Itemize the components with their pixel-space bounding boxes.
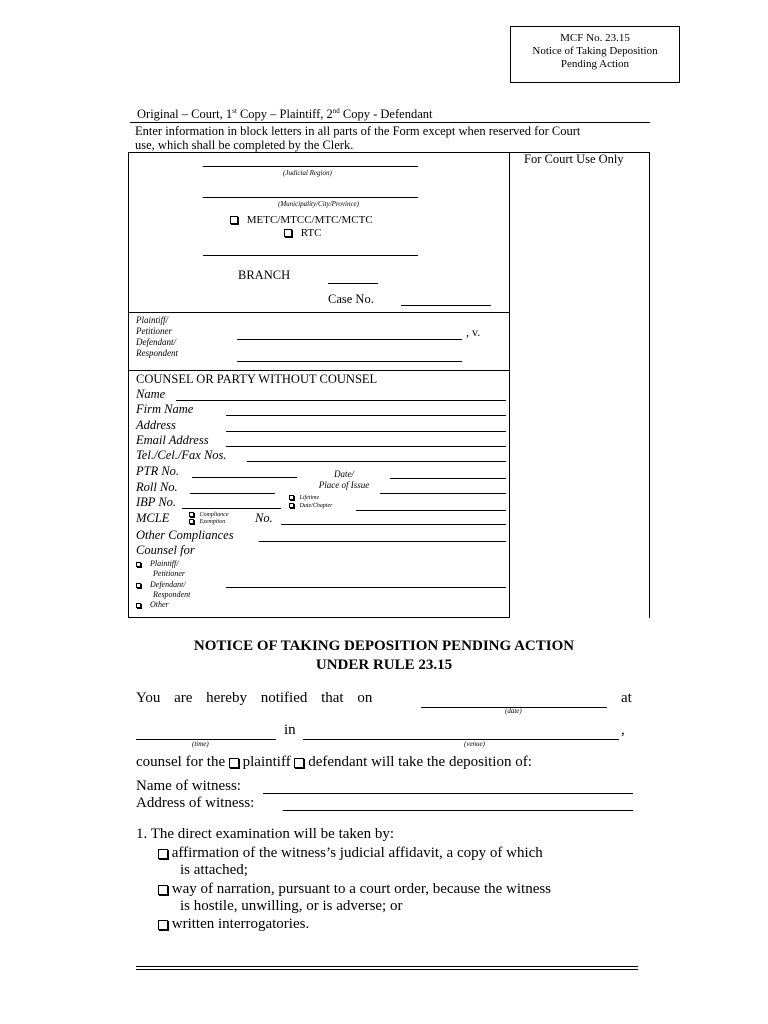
comma-text: ,	[621, 722, 625, 738]
at-text: at	[621, 690, 632, 706]
firm-name-field[interactable]	[226, 415, 506, 416]
witness-address-field[interactable]	[283, 810, 633, 811]
mcle-no-field[interactable]	[281, 524, 506, 525]
notified-text: You are hereby notified that on	[136, 690, 373, 706]
frame-divider-1	[128, 312, 509, 313]
in-text: in	[284, 722, 296, 738]
court-use-label: For Court Use Only	[524, 152, 624, 166]
versus-label: , v.	[466, 325, 481, 339]
firm-name-label: Firm Name	[136, 402, 194, 416]
mcle-label: MCLE	[136, 511, 170, 525]
roll-date-field[interactable]	[380, 493, 506, 494]
option-interrogatories[interactable]: written interrogatories.	[158, 916, 309, 933]
checkbox-icon[interactable]	[158, 885, 168, 895]
date-chapter-option[interactable]: Date/Chapter	[289, 503, 333, 509]
cf-other-option[interactable]: Other	[136, 600, 169, 610]
form-title-line2: Pending Action	[560, 58, 630, 70]
name-field[interactable]	[176, 400, 506, 401]
frame-divider-2	[128, 370, 509, 371]
tel-field[interactable]	[247, 461, 506, 462]
branch-label: BRANCH	[238, 268, 291, 282]
checkbox-icon[interactable]	[289, 495, 294, 500]
form-id-box	[510, 26, 680, 83]
checkbox-icon[interactable]	[189, 519, 194, 524]
checkbox-icon[interactable]	[230, 216, 238, 224]
counsel-for-line: counsel for the plaintiff defendant will take the deposition of:	[136, 754, 532, 770]
other-compliances-field[interactable]	[259, 541, 506, 542]
case-no-label: Case No.	[328, 292, 374, 306]
address-label: Address	[136, 418, 176, 432]
counsel-for-field[interactable]	[226, 587, 506, 588]
plaintiff-checkbox[interactable]	[229, 758, 239, 768]
checkbox-icon[interactable]	[284, 229, 292, 237]
other-compliances-label: Other Compliances	[136, 528, 234, 542]
ibp-field[interactable]	[182, 508, 281, 509]
checkbox-icon[interactable]	[158, 849, 168, 859]
ibp-label: IBP No.	[136, 495, 177, 509]
checkbox-icon[interactable]	[158, 920, 168, 930]
ptr-label: PTR No.	[136, 464, 180, 478]
frame-mid	[509, 152, 510, 618]
address-field[interactable]	[226, 431, 506, 432]
checkbox-icon[interactable]	[189, 512, 194, 517]
judicial-region-label: (Judicial Region)	[283, 169, 332, 177]
counsel-for-label: Counsel for	[136, 543, 195, 557]
tel-label: Tel./Cel./Fax Nos.	[136, 448, 227, 462]
exemption-option[interactable]: Exemption	[189, 519, 225, 525]
checkbox-icon[interactable]	[136, 583, 141, 588]
roll-field[interactable]	[190, 493, 275, 494]
checkbox-icon[interactable]	[136, 603, 141, 608]
mcle-no-label: No.	[255, 511, 273, 525]
branch-field[interactable]	[328, 283, 378, 284]
checkbox-icon[interactable]	[136, 562, 141, 567]
date-place-label: Date/ Place of Issue	[318, 469, 370, 490]
plaintiff-label: Plaintiff/ Petitioner Defendant/ Respondent	[136, 315, 178, 358]
case-no-field[interactable]	[401, 305, 491, 306]
witness-name-label: Name of witness:	[136, 778, 241, 794]
court-type-rtc[interactable]: RTC	[284, 227, 321, 239]
ptr-field[interactable]	[192, 477, 297, 478]
email-label: Email Address	[136, 433, 209, 447]
copy-distribution: Original – Court, 1st Copy – Plaintiff, 2nd Copy - Defendant	[137, 107, 433, 122]
cf-defendant-option[interactable]: Defendant/ Respondent	[136, 580, 190, 600]
option-narration[interactable]: way of narration, pursuant to a court order, because the witness is hostile, unwilling, or is adverse; or	[158, 881, 551, 915]
name-label: Name	[136, 387, 166, 401]
footer-rule	[136, 966, 638, 970]
witness-address-label: Address of witness:	[136, 795, 255, 811]
plaintiff-field[interactable]	[237, 339, 462, 340]
cf-plaintiff-option[interactable]: Plaintiff/ Petitioner	[136, 559, 185, 579]
defendant-field[interactable]	[237, 361, 462, 362]
court-type-metc[interactable]: METC/MTCC/MTC/MCTC	[230, 214, 373, 226]
form-title-line1: Notice of Taking Deposition	[532, 45, 658, 57]
email-field[interactable]	[226, 446, 506, 447]
form-number: MCF No. 23.15	[560, 32, 630, 44]
option-affidavit[interactable]: affirmation of the witness’s judicial affidavit, a copy of which is attached;	[158, 845, 543, 879]
venue-field[interactable]	[303, 739, 619, 740]
judicial-region-field[interactable]	[203, 166, 418, 167]
frame-right	[649, 152, 650, 618]
roll-label: Roll No.	[136, 480, 178, 494]
counsel-heading: COUNSEL OR PARTY WITHOUT COUNSEL	[136, 372, 378, 386]
notice-title: NOTICE OF TAKING DEPOSITION PENDING ACTION UNDER RULE 23.15	[193, 638, 575, 673]
frame-bottom-left	[128, 617, 509, 618]
lifetime-option[interactable]: Lifetime	[289, 495, 319, 501]
header-rule	[130, 122, 650, 123]
ibp-chapter-field[interactable]	[356, 510, 506, 511]
checkbox-icon[interactable]	[289, 503, 294, 508]
municipality-field[interactable]	[203, 197, 418, 198]
municipality-label: (Municipality/City/Province)	[278, 200, 359, 208]
venue-label: (venue)	[464, 740, 485, 748]
time-label: (time)	[192, 740, 209, 748]
date-label: (date)	[505, 707, 522, 715]
instruction: Enter information in block letters in all parts of the Form except when reserved for Court use, which shall be completed by the Clerk.	[135, 124, 581, 152]
ptr-date-field[interactable]	[390, 478, 506, 479]
frame-left	[128, 152, 129, 618]
compliance-option[interactable]: Compliance	[189, 512, 229, 518]
item-1: 1. The direct examination will be taken by:	[136, 826, 394, 842]
court-field[interactable]	[203, 255, 418, 256]
witness-name-field[interactable]	[263, 793, 633, 794]
defendant-checkbox[interactable]	[294, 758, 304, 768]
